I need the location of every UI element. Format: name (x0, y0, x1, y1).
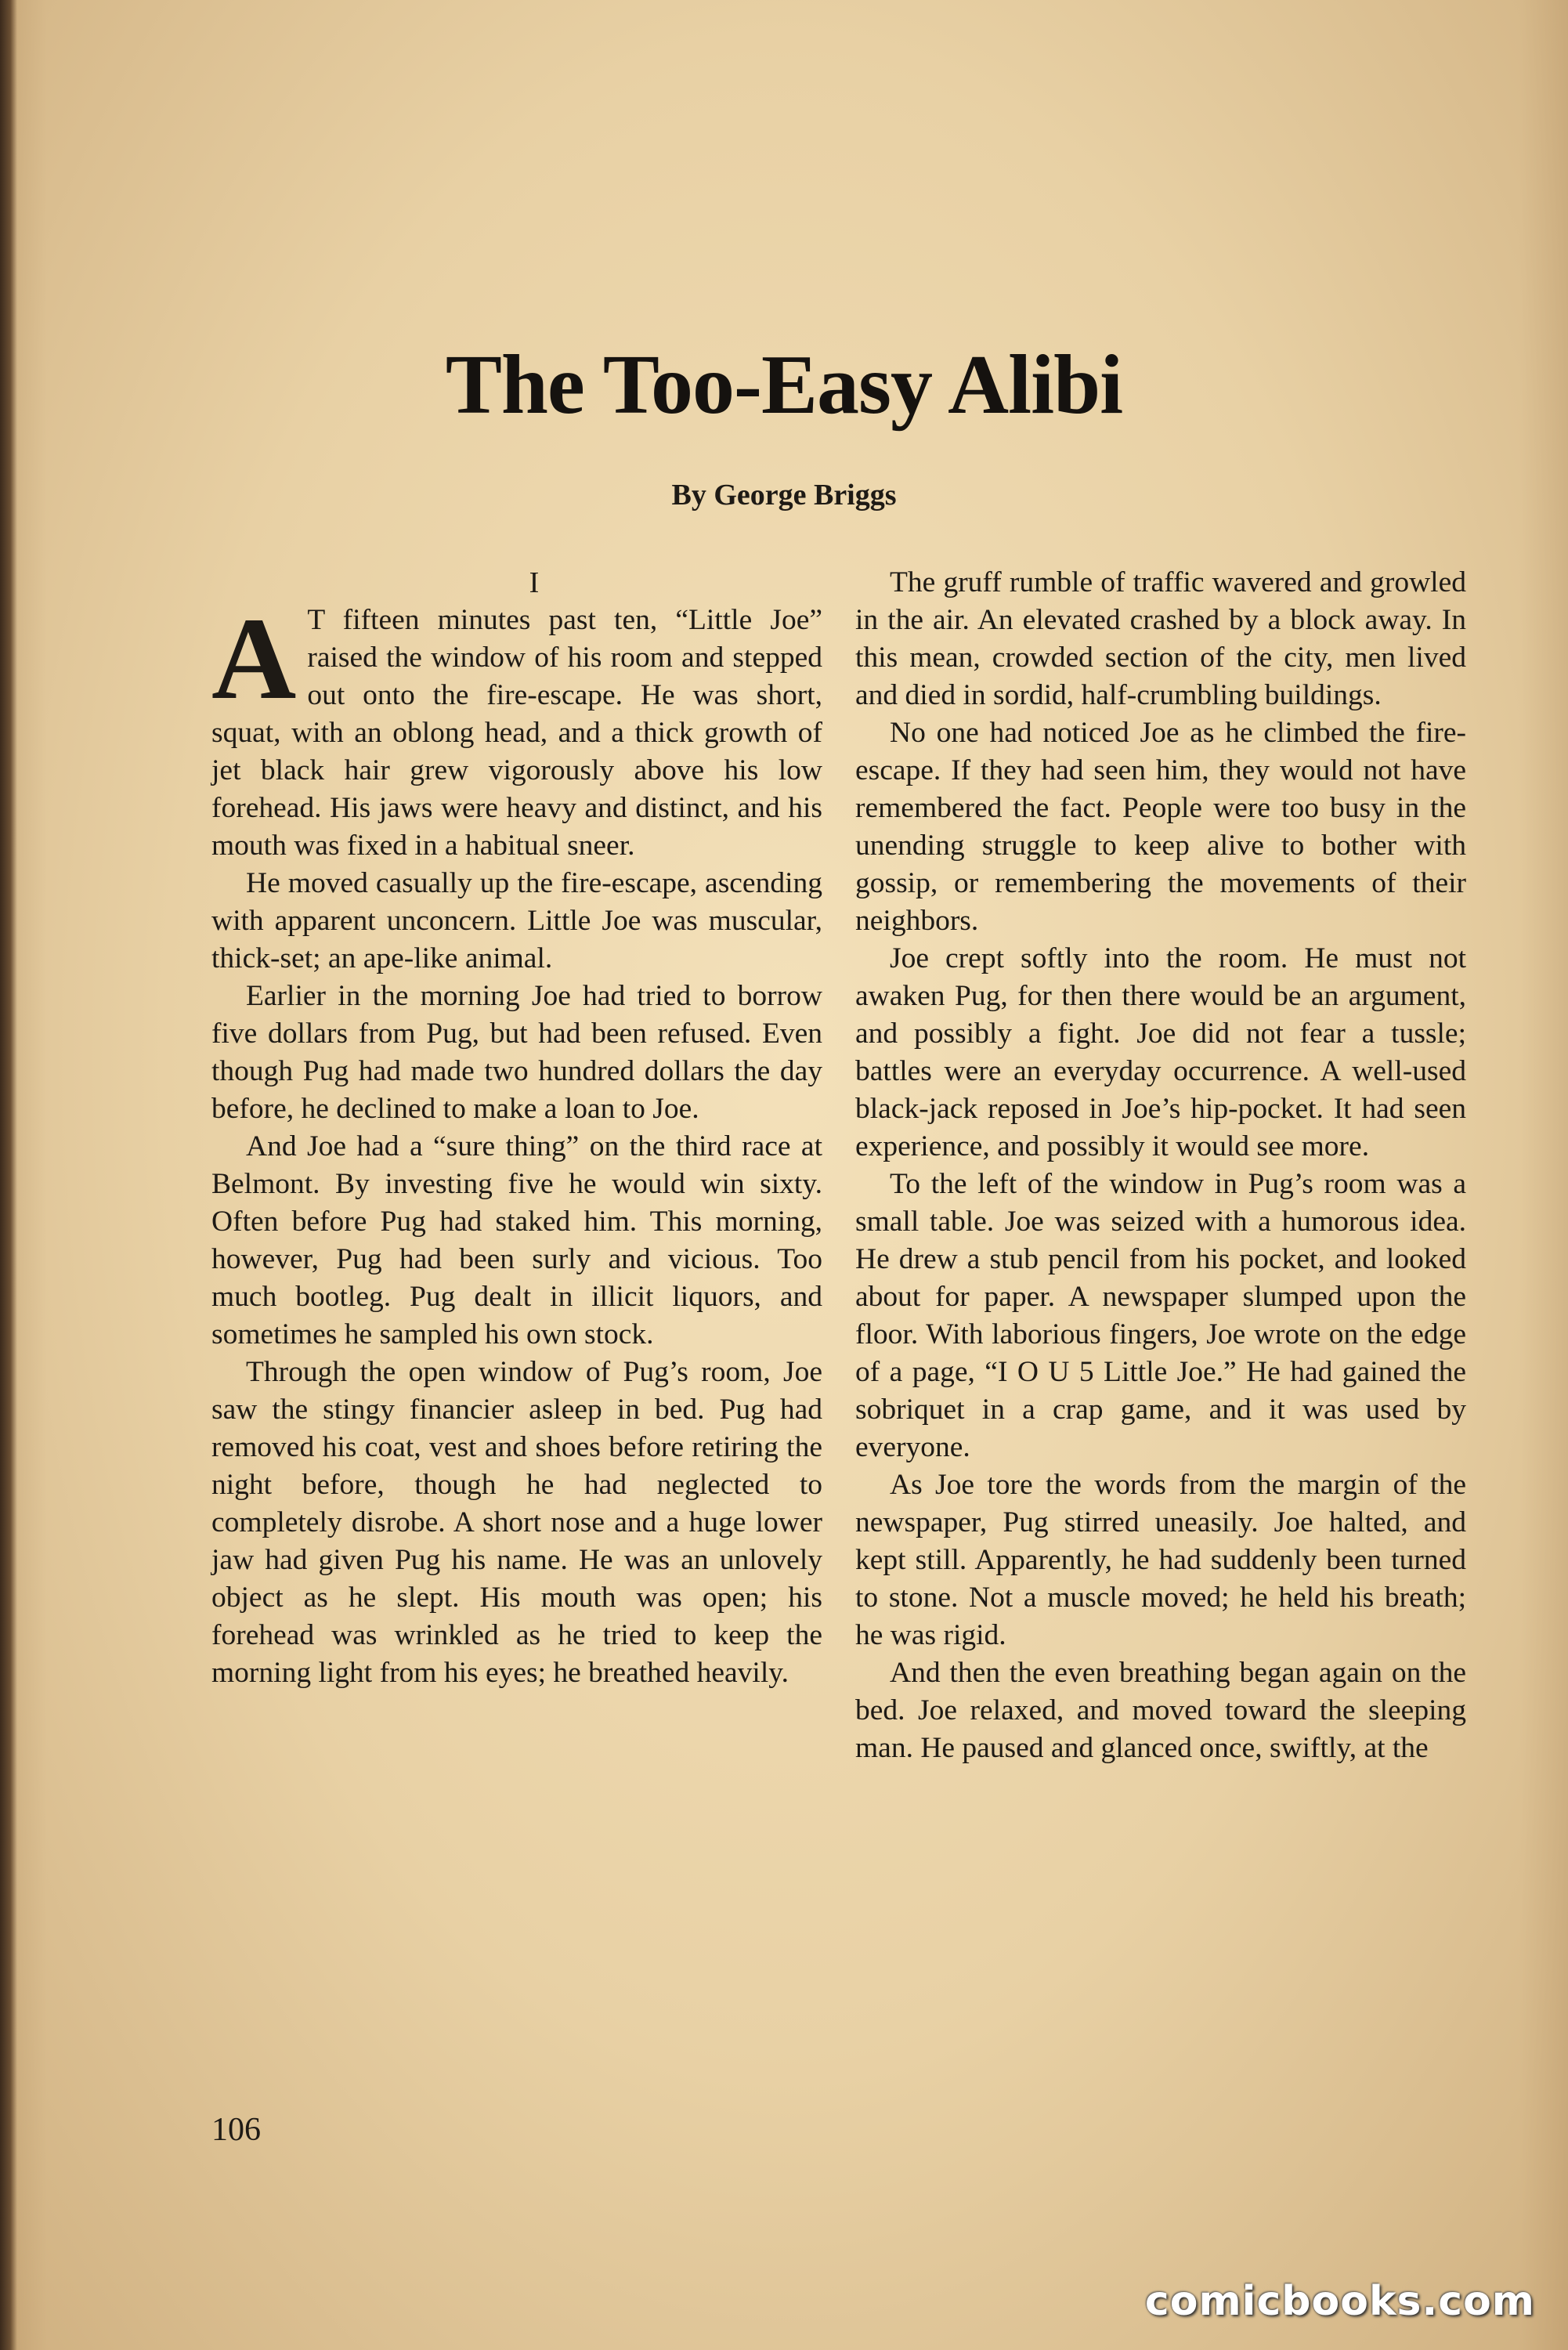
drop-cap: A (211, 594, 297, 724)
paragraph: And then the even breathing began again on the bed. Joe relaxed, and moved toward the sleeping man. He paused and glanced once, swiftly, at the (855, 1657, 1466, 1764)
paragraph: No one had noticed Joe as he climbed the fire-escape. If they had seen him, they would not have remembered the fact. People were too busy in the unending struggle to keep alive to bother with gossip, or remembering the movements of their neighbors. (855, 717, 1466, 937)
paragraph: Earlier in the morning Joe had tried to borrow five dollars from Pug, but had been refused. Even though Pug had made two hundred dollars the day before, he declined to make a loan to Joe. (211, 980, 822, 1125)
paragraph: He moved casually up the fire-escape, ascending with apparent unconcern. Little Joe was muscular, thick-set; an ape-like animal. (211, 867, 822, 974)
paragraph: The gruff rumble of traffic wavered and growled in the air. An elevated crashed by a block away. In this mean, crowded section of the city, men lived and died in sordid, half-crumbling buildings. (855, 566, 1466, 711)
paragraph: To the left of the window in Pug’s room was a small table. Joe was seized with a humorous idea. He drew a stub pencil from his pocket, and looked about for paper. A newspaper slumped upon the floor. With laborious fingers, Joe wrote on the edge of a page, “I O U 5 Little Joe.” He had gained the sobriquet in a crap game, and it was used by everyone. (855, 1168, 1466, 1463)
story-byline: By George Briggs (671, 479, 897, 512)
right-column (855, 564, 1466, 2131)
page-number: 106 (211, 2112, 261, 2148)
watermark-text: comicbooks.com (1144, 2278, 1535, 2325)
paragraph: Joe crept softly into the room. He must not awaken Pug, for then there would be an argument, and possibly a fight. Joe did not fear a tussle; battles were an everyday occurrence. A well-used black-jack reposed in Joe’s hip-pocket. It had seen experience, and possibly it would see more. (855, 942, 1466, 1162)
paragraph (211, 594, 822, 865)
left-column (211, 564, 822, 2131)
paragraph: Through the open window of Pug’s room, Joe saw the stingy financier asleep in bed. Pug had removed his coat, vest and shoes before retiring the night before, though he had neglected to completely disrobe. A short nose and a huge lower jaw had given Pug his name. He was an unlovely object as he slept. His mouth was open; his forehead was wrinkled as he tried to keep the morning light from his eyes; he breathed heavily. (211, 1356, 822, 1689)
paragraph: As Joe tore the words from the margin of the newspaper, Pug stirred uneasily. Joe halted, and kept still. Apparently, he had suddenly been turned to stone. Not a muscle moved; he held his breath; he was rigid. (855, 1469, 1466, 1651)
section-number: I (529, 566, 540, 599)
paragraph-text: T fifteen minutes past ten, “Little Joe” raised the window of his room and stepped out onto the fire-escape. He was short, squat, with an oblong head, and a thick growth of jet black hair grew vigorously above his low forehead. His jaws were heavy and distinct, and his mouth was fixed in a habitual sneer. (211, 604, 822, 862)
story-title: The Too-Easy Alibi (445, 338, 1123, 432)
paragraph: And Joe had a “sure thing” on the third race at Belmont. By investing five he would win sixty. Often before Pug had staked him. This morning, however, Pug had been surly and vicious. Too much bootleg. Pug dealt in illicit liquors, and sometimes he sampled his own stock. (211, 1130, 822, 1350)
